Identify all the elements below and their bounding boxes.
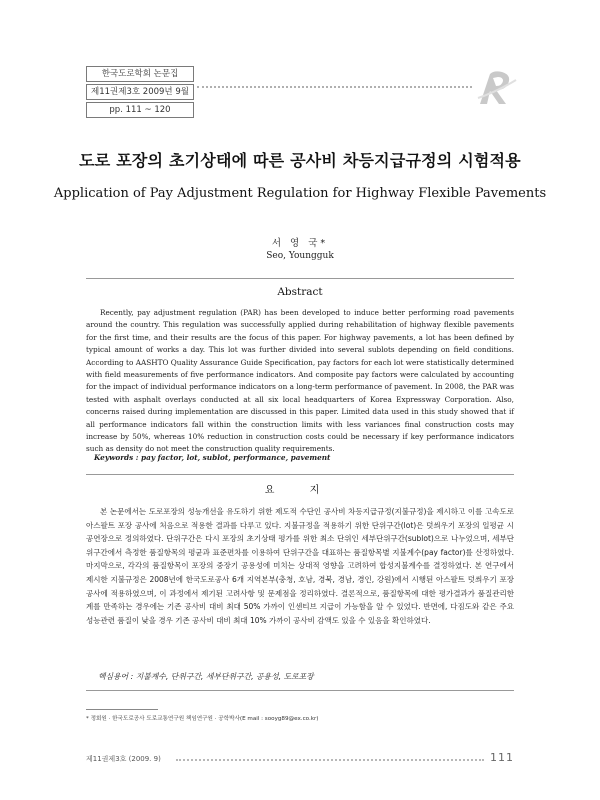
yoji-keywords: 핵심용어 : 지불계수, 단위구간, 세부단위구간, 공용성, 도로포장	[98, 672, 314, 681]
journal-name: 한국도로학회 논문집	[86, 66, 194, 82]
yoji-heading: 요 지	[264, 485, 336, 496]
journal-pages: pp. 111 ~ 120	[86, 102, 194, 118]
header-dotted-divider	[197, 86, 472, 88]
author-footnote: * 정회원 · 한국도로공사 도로교통연구원 책임연구원 · 공학박사(E mail : sooyg89@ex.co.kr)	[86, 716, 319, 722]
page-number: 111	[490, 751, 514, 764]
journal-logo-icon	[476, 68, 518, 108]
abstract-keywords: Keywords : pay factor, lot, sublot, performance, pavement	[94, 453, 331, 462]
paper-title-english: Application of Pay Adjustment Regulation for Highway Flexible Pavements	[53, 186, 547, 201]
yoji-body: 본 논문에서는 도로포장의 성능개선을 유도하기 위한 제도적 수단인 공사비 차등지급규정(지불규정)을 제시하고 이를 고속도로 아스팔트 포장 공사에 처음으로 적용한 결과를 다루고 있다. 지불규정을 적용하기 위한 단위구간(lot)은 덧씌우기 포장의 일평균 시공연장으로 정의하였다. 단위구간은 다시 포장의 초기상태 평가를 위한 최소 단위인 세부단위구간(sublot)으로 나누었으며, 세부단위구간에서 측정한 품질항목의 평균과 표준편차를 이용하여 단위구간을 대표하는 품질항목별 지불계수(pay factor)를 산정하였다. 마지막으로, 각각의 품질항목이 포장의 중장기 공용성에 미치는 상대적 영향을 고려하여 합성지불계수를 결정하였다. 본 연구에서 제시한 지불규정은 2008년에 한국도로공사 6개 지역본부(충청, 호남, 경북, 경남, 경인, 강원)에서 시행된 아스팔트 덧씌우기 포장공사에 적용하였으며, 이 과정에서 제기된 고려사항 및 문제점을 정리하였다. 결론적으로, 품질항목에 대한 평가결과가 품질관리한계를 만족하는 경우에는 기존 공사비 대비 최대 50% 가까이 인센티브 지급이 가능함을 알 수 있었다. 반면에, 다짐도와 같은 주요 성능관련 품질이 낮을 경우 기존 공사비 대비 최대 10% 가까이 공사비 감액도 있을 수 있음을 확인하였다.	[86, 507, 514, 625]
author-name-english: Seo, Youngguk	[266, 251, 334, 261]
abstract-body: Recently, pay adjustment regulation (PAR) has been developed to induce better performing road pavements around the country. This regulation was successfully applied during rehabilitation of highway flexible pavements for the first time, and their results are the focus of this paper. For highway pavements, a lot has been defined by typical amount of works a day. This lot was further divided into several sublots depending on field conditions. According to AASHTO Quality Assurance Guide Specification, pay factors for each lot were statistically determined with field measurements of five performance indicators. And composite pay factors were calculated by accounting for the impact of individual performance indicators on a long-term performance of pavement. In 2008, the PAR was tested with asphalt overlays conducted at all six local headquarters of Korea Expressway Corporation. Also, concerns raised during implementation are discussed in this paper. Limited data used in this study showed that if all performance indicators fall within the construction limits with less variances final construction costs may increase by 50%, whereas 10% reduction in construction costs could be necessary if key performance indicators such as density do not meet the construction quality requirements.	[86, 308, 514, 454]
footer-issue: 제11권제3호 (2009. 9)	[86, 755, 161, 763]
author-name-korean: 서 영 국*	[271, 238, 329, 249]
footer-dotted-divider	[176, 759, 484, 761]
journal-issue: 제11권제3호 2009년 9월	[86, 84, 194, 100]
abstract-heading: Abstract	[277, 286, 323, 298]
yoji-top-rule	[86, 474, 514, 475]
abstract-top-rule	[86, 278, 514, 279]
footnote-rule	[86, 709, 158, 710]
yoji-bottom-rule	[86, 690, 514, 691]
journal-header	[86, 66, 194, 120]
paper-title-korean: 도로 포장의 초기상태에 따른 공사비 차등지급규정의 시험적용	[79, 151, 521, 170]
